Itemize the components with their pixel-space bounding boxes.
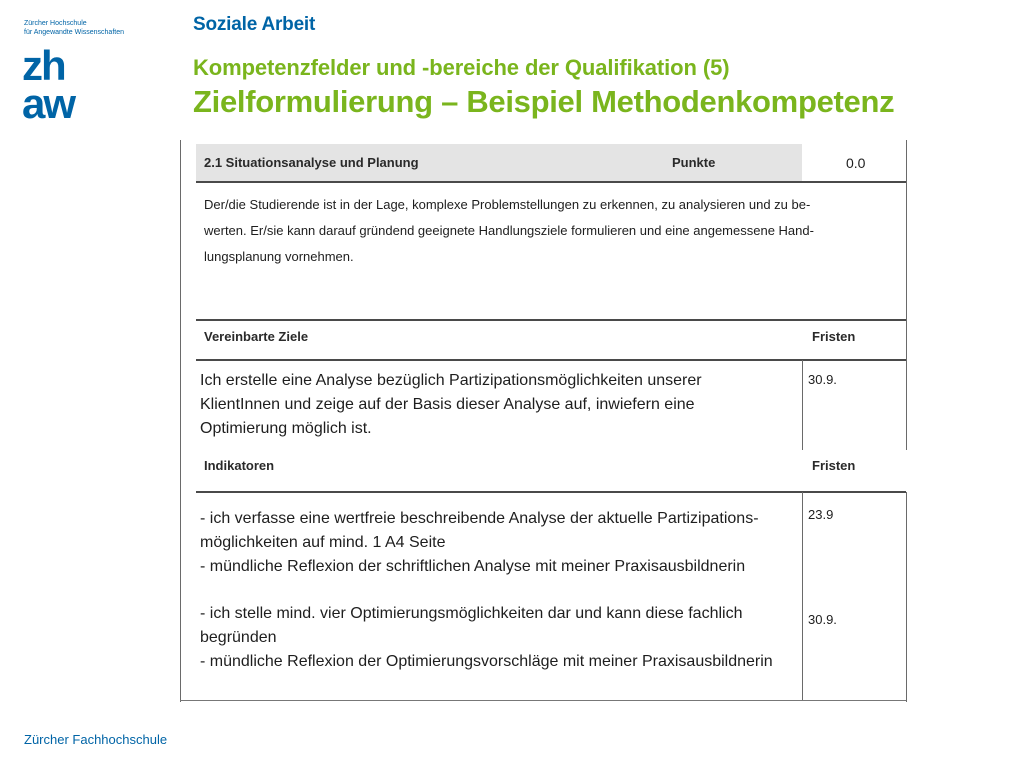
form-bottom-border — [180, 700, 906, 701]
institution-name — [24, 19, 124, 37]
institution-line-2: für Angewandte Wissenschaften — [24, 29, 125, 36]
form-left-border — [180, 140, 181, 702]
indicator-group-2 — [200, 602, 800, 674]
scanned-form — [180, 140, 908, 702]
section-header-rule — [196, 181, 906, 183]
description-line-1: Der/die Studierende ist in der Lage, komplexe Problemstellungen zu erkennen, zu analysieren und zu be- — [204, 197, 811, 212]
indicators-label: Indikatoren — [204, 458, 275, 473]
institution-line-1: Zürcher Hochschule — [24, 20, 87, 27]
section-title: 2.1 Situationsanalyse und Planung — [204, 155, 419, 170]
goals-top-rule — [196, 319, 906, 321]
slide-subtitle: Kompetenzfelder und -bereiche der Qualifikation (5) — [193, 55, 730, 80]
goals-header-rule — [196, 359, 906, 361]
zhaw-logo — [22, 44, 102, 124]
footer-text: Zürcher Fachhochschule — [24, 732, 168, 747]
description-line-2: werten. Er/sie kann darauf gründend geeignete Handlungsziele formulieren und eine angemessene Hand- — [204, 223, 814, 238]
goals-label: Vereinbarte Ziele — [204, 329, 309, 344]
goals-deadline-label: Fristen — [812, 329, 856, 344]
form-right-border — [906, 140, 907, 450]
department-name: Soziale Arbeit — [193, 14, 316, 35]
goal-line-1: Ich erstelle eine Analyse bezüglich Partizipationsmöglichkeiten unserer — [200, 372, 702, 389]
indicator-1-line-3: - mündliche Reflexion der schriftlichen Analyse mit meiner Praxisausbildnerin — [200, 558, 746, 575]
indicator-1-line-2: möglichkeiten auf mind. 1 A4 Seite — [200, 534, 446, 551]
indicators-header-rule — [196, 491, 906, 493]
indicator-group-1 — [200, 507, 800, 579]
slide-title: Zielformulierung – Beispiel Methodenkompetenz — [193, 84, 895, 119]
points-label: Punkte — [672, 155, 716, 170]
points-value: 0.0 — [846, 155, 866, 171]
competence-description — [204, 192, 894, 270]
goal-line-3: Optimierung möglich ist. — [200, 420, 372, 437]
goal-deadline: 30.9. — [808, 372, 837, 387]
logo-top-text: zh — [22, 44, 65, 89]
indicator-2-deadline: 30.9. — [808, 612, 837, 627]
indicator-1-line-1: - ich verfasse eine wertfreie beschreibende Analyse der aktuelle Partizipations- — [200, 510, 759, 527]
indicators-column-divider — [802, 492, 803, 700]
description-line-3: lungsplanung vornehmen. — [204, 249, 354, 264]
indicator-1-deadline: 23.9 — [808, 507, 834, 522]
goal-line-2: KlientInnen und zeige auf der Basis dieser Analyse auf, inwiefern eine — [200, 396, 695, 413]
indicator-2-line-2: begründen — [200, 629, 277, 646]
goal-text — [200, 369, 790, 441]
logo-bottom-text: aw — [22, 80, 75, 124]
indicators-deadline-label: Fristen — [812, 458, 856, 473]
goals-column-divider — [802, 360, 803, 450]
indicator-2-line-3: - mündliche Reflexion der Optimierungsvorschläge mit meiner Praxisausbildnerin — [200, 653, 773, 670]
indicator-2-line-1: - ich stelle mind. vier Optimierungsmöglichkeiten dar und kann diese fachlich — [200, 605, 743, 622]
form-right-border-lower — [906, 492, 907, 702]
